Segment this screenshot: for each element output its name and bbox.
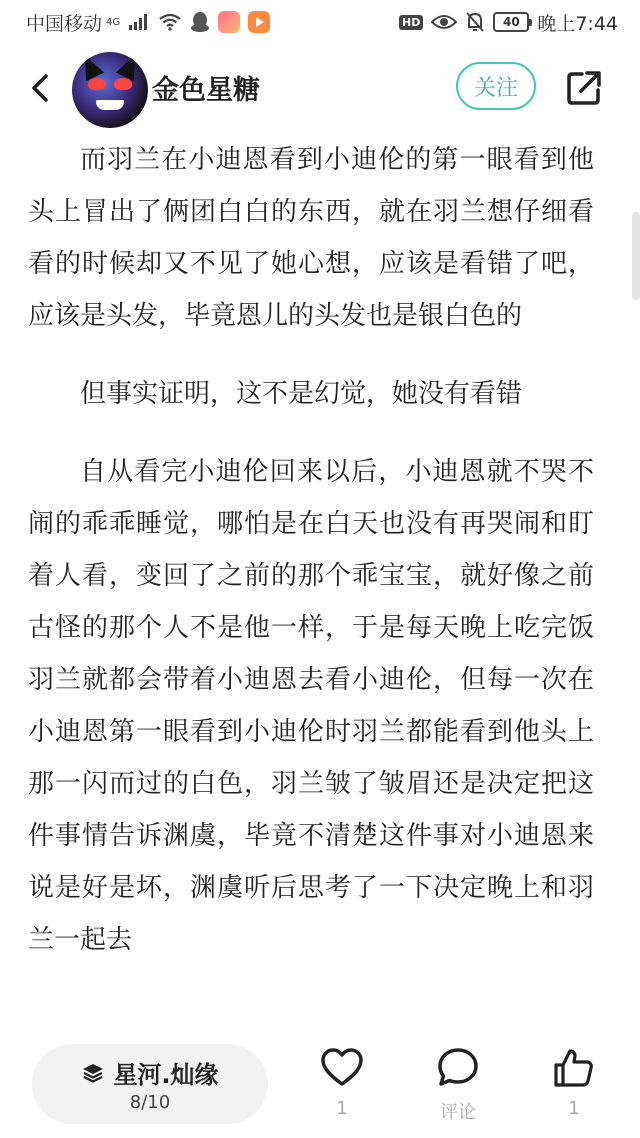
comment-bubble-icon <box>436 1046 480 1090</box>
status-bar <box>0 0 640 44</box>
hd-badge: HD <box>399 15 423 30</box>
article-body <box>28 134 594 992</box>
article-paragraph: 而羽兰在小迪恩看到小迪伦的第一眼看到他头上冒出了俩团白白的东西，就在羽兰想仔细看看的时候却又不见了她心想，应该是看错了吧，应该是头发，毕竟恩儿的头发也是银白色的 <box>28 145 594 331</box>
chapter-title-row <box>81 1055 218 1090</box>
network-type: 4G <box>106 16 121 28</box>
comment-label: 评论 <box>440 1102 476 1123</box>
mute-bell-icon <box>465 11 485 33</box>
share-button[interactable] <box>564 68 604 108</box>
avatar-horn-right <box>116 52 144 81</box>
layers-icon <box>81 1061 105 1085</box>
heart-icon <box>320 1046 364 1090</box>
like-count: 1 <box>336 1098 348 1119</box>
avatar-eye-right <box>114 78 132 90</box>
author-name[interactable]: 金色星糖 <box>152 75 260 106</box>
chapter-selector-button[interactable] <box>32 1044 268 1124</box>
thumbs-up-count: 1 <box>568 1098 580 1119</box>
app-badge-icon <box>218 11 240 33</box>
article-paragraph: 自从看完小迪伦回来以后，小迪恩就不哭不闹的乖乖睡觉，哪怕是在白天也没有再哭闹和盯着人看，变回了之前的那个乖宝宝，就好像之前古怪的那个人不是他一样，于是每天晚上吃完饭羽兰就都会带着小迪恩去看小迪伦，但每一次在小迪恩第一眼看到小迪伦时羽兰都能看到他头上那一闪而过的白色，羽兰皱了皱眉还是决定把这件事情告诉渊虞，毕竟不清楚这件事对小迪恩来说是好是坏，渊虞听后思考了一下决定晚上和羽兰一起去 <box>28 457 594 955</box>
battery-indicator: 40 <box>493 12 529 32</box>
status-left <box>26 9 270 36</box>
chapter-title: 星河.灿缘 <box>113 1061 219 1089</box>
eye-icon <box>431 13 457 31</box>
qq-penguin-icon <box>190 11 210 33</box>
author-avatar[interactable] <box>72 52 148 128</box>
share-icon <box>564 68 604 108</box>
carrier-name: 中国移动 <box>26 12 103 35</box>
avatar-mouth <box>96 100 124 110</box>
chapter-page-indicator: 8/10 <box>129 1092 171 1113</box>
avatar-eye-left <box>88 78 106 90</box>
article-paragraph: 但事实证明，这不是幻觉，她没有看错 <box>80 379 523 409</box>
like-button[interactable] <box>302 1046 382 1119</box>
scrollbar-thumb[interactable] <box>632 212 640 300</box>
avatar-horn-left <box>76 52 104 81</box>
back-button[interactable] <box>22 68 62 108</box>
back-arrow-icon <box>22 68 62 108</box>
video-app-icon <box>248 11 270 33</box>
thumbs-up-button[interactable] <box>534 1046 614 1119</box>
author-header <box>0 50 640 130</box>
thumbs-up-icon <box>552 1046 596 1090</box>
signal-icon <box>128 13 150 31</box>
status-right <box>399 9 618 36</box>
comment-button[interactable] <box>418 1046 498 1124</box>
clock: 晚上7:44 <box>537 12 618 35</box>
follow-button[interactable]: 关注 <box>456 62 536 110</box>
wifi-icon <box>158 13 182 31</box>
